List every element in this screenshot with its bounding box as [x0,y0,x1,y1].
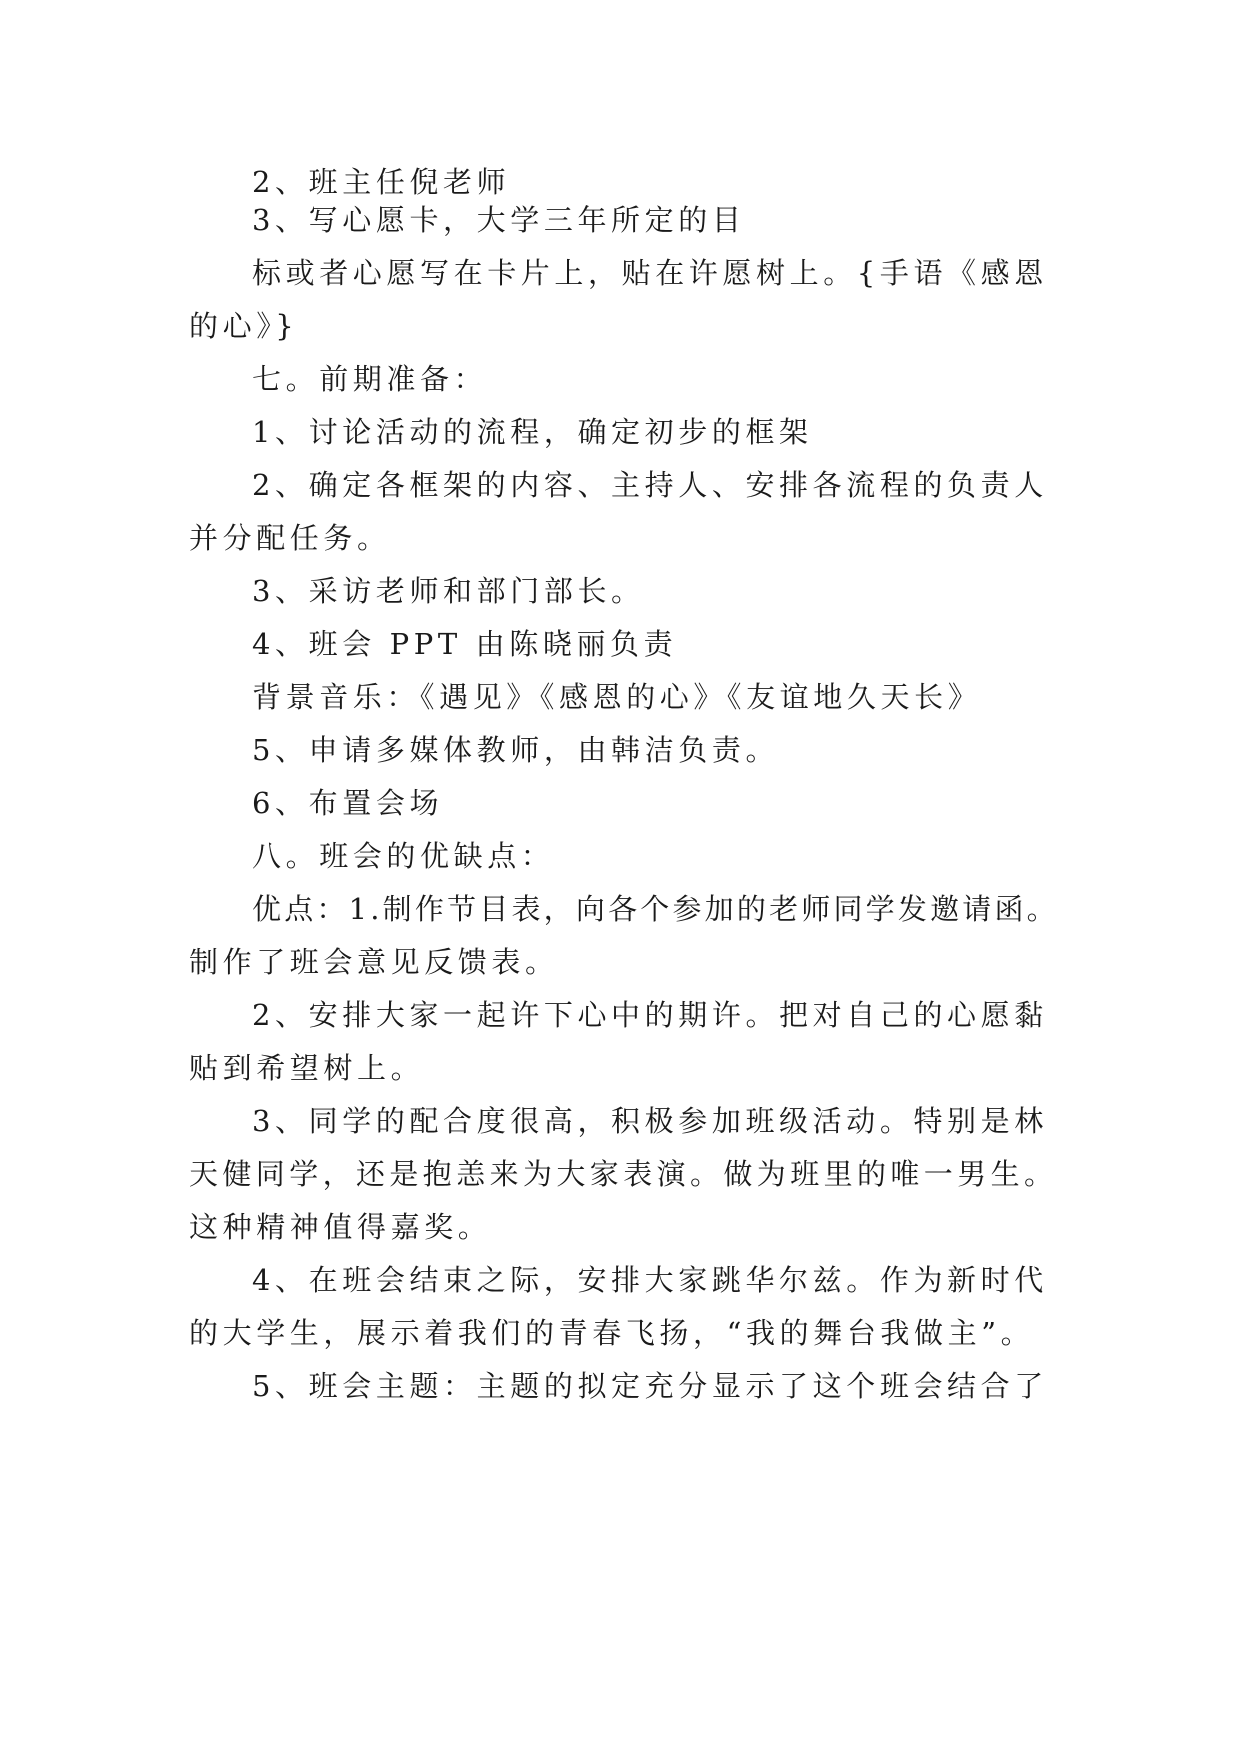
text-line-4: 的心》} [189,309,299,343]
text-line-17: 2、安排大家一起许下心中的期许。把对自己的心愿黏 [252,998,1048,1032]
text-line-13: 6、布置会场 [252,786,444,820]
text-line-1: 2、班主任倪老师 [252,165,511,199]
text-line-20: 天健同学，还是抱恙来为大家表演。做为班里的唯一男生。 [189,1157,1058,1191]
text-line-15: 优点：1.制作节目表，向各个参加的老师同学发邀请函。 [252,892,1059,926]
text-line-9: 3、采访老师和部门部长。 [252,574,645,608]
text-line-24: 5、班会主题：主题的拟定充分显示了这个班会结合了 [252,1369,1048,1403]
text-line-5: 七。前期准备： [252,362,488,396]
text-line-12: 5、申请多媒体教师，由韩洁负责。 [252,733,780,767]
text-line-22: 4、在班会结束之际，安排大家跳华尔兹。作为新时代 [252,1263,1048,1297]
text-line-8: 并分配任务。 [189,521,391,555]
text-line-11: 背景音乐：《遇见》《感恩的心》《友谊地久天长》 [252,680,982,714]
text-line-18: 贴到希望树上。 [189,1051,425,1085]
text-line-14: 八。班会的优缺点： [252,839,555,873]
text-line-16: 制作了班会意见反馈表。 [189,945,559,979]
text-line-10: 4、班会 PPT 由陈晓丽负责 [252,627,678,661]
text-line-3: 标或者心愿写在卡片上，贴在许愿树上。{手语《感恩 [252,256,1048,290]
text-line-2: 3、写心愿卡，大学三年所定的目 [252,203,746,237]
text-line-6: 1、讨论活动的流程，确定初步的框架 [252,415,813,449]
text-line-19: 3、同学的配合度很高，积极参加班级活动。特别是林 [252,1104,1048,1138]
text-line-23: 的大学生，展示着我们的青春飞扬，“我的舞台我做主”。 [189,1316,1035,1350]
text-line-7: 2、确定各框架的内容、主持人、安排各流程的负责人 [252,468,1048,502]
text-line-21: 这种精神值得嘉奖。 [189,1210,492,1244]
